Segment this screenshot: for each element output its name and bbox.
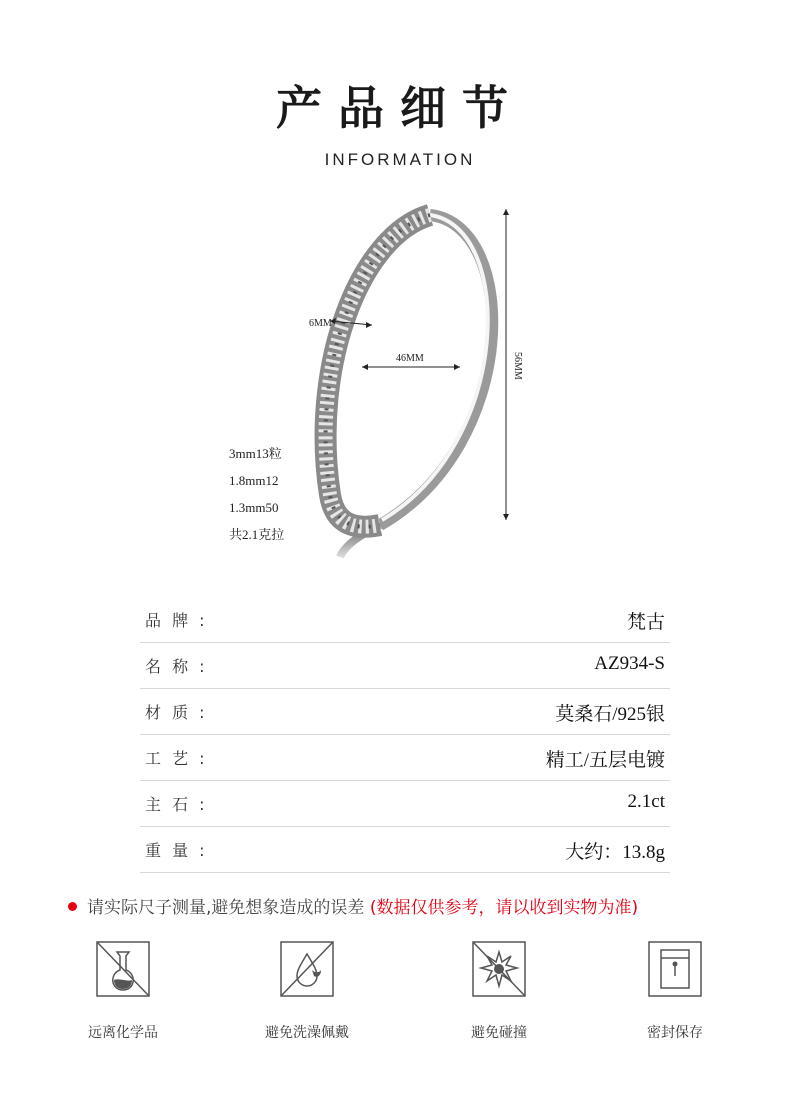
width-dimension-label: 6MM — [309, 318, 332, 329]
detail-label: 名 称 : — [145, 657, 208, 676]
bullet-dot — [68, 902, 77, 911]
notice-text: 请实际尺子测量,避免想象造成的误差 — [87, 898, 365, 918]
spec-line: 3mm13粒 — [229, 446, 282, 461]
inner-dimension-label: 46MM — [396, 353, 424, 364]
detail-row-craft — [140, 735, 670, 781]
page-title: 产品细节 — [276, 81, 524, 135]
measurement-notice — [68, 893, 638, 918]
height-dimension-label: 56MM — [512, 352, 523, 380]
detail-value: 精工/五层电镀 — [545, 750, 665, 771]
spec-line: 1.3mm50 — [229, 500, 279, 515]
detail-row-material — [140, 689, 670, 735]
detail-label: 材 质 : — [145, 703, 208, 722]
sealed-storage-icon — [647, 940, 703, 998]
detail-row-brand — [140, 597, 670, 643]
care-label: 密封保存 — [647, 1025, 703, 1041]
detail-value: 2.1ct — [627, 791, 665, 812]
details-table — [140, 597, 670, 873]
detail-row-weight — [140, 827, 670, 873]
no-bathing-icon — [279, 940, 335, 998]
detail-value: 大约：13.8g — [565, 842, 665, 863]
detail-label: 工 艺 : — [145, 749, 208, 768]
notice-highlight: (数据仅供参考，请以收到实物为准) — [369, 898, 639, 918]
product-figure — [0, 195, 800, 575]
detail-value: 莫桑石/925银 — [555, 704, 665, 725]
stone-specs — [229, 440, 284, 548]
no-chemicals-icon — [95, 940, 151, 998]
spec-line: 1.8mm12 — [229, 473, 279, 488]
detail-label: 主 石 : — [145, 795, 208, 814]
care-label: 避免洗澡佩戴 — [265, 1025, 349, 1041]
care-item — [48, 940, 198, 1042]
detail-row-name — [140, 643, 670, 689]
care-instructions — [0, 940, 800, 1060]
care-label: 远离化学品 — [88, 1025, 158, 1041]
bangle-illustration — [0, 195, 800, 575]
no-impact-icon — [471, 940, 527, 998]
detail-label: 重 量 : — [145, 841, 208, 860]
detail-value: 梵古 — [626, 612, 665, 633]
detail-label: 品 牌 : — [145, 611, 208, 630]
care-item — [232, 940, 382, 1042]
bangle-band — [380, 215, 492, 525]
detail-value: AZ934-S — [594, 653, 665, 674]
care-item — [424, 940, 574, 1042]
page-subtitle: INFORMATION — [324, 150, 476, 169]
care-item — [600, 940, 750, 1042]
spec-line: 共2.1克拉 — [229, 527, 285, 542]
care-label: 避免碰撞 — [471, 1025, 527, 1041]
detail-row-main-stone — [140, 781, 670, 827]
